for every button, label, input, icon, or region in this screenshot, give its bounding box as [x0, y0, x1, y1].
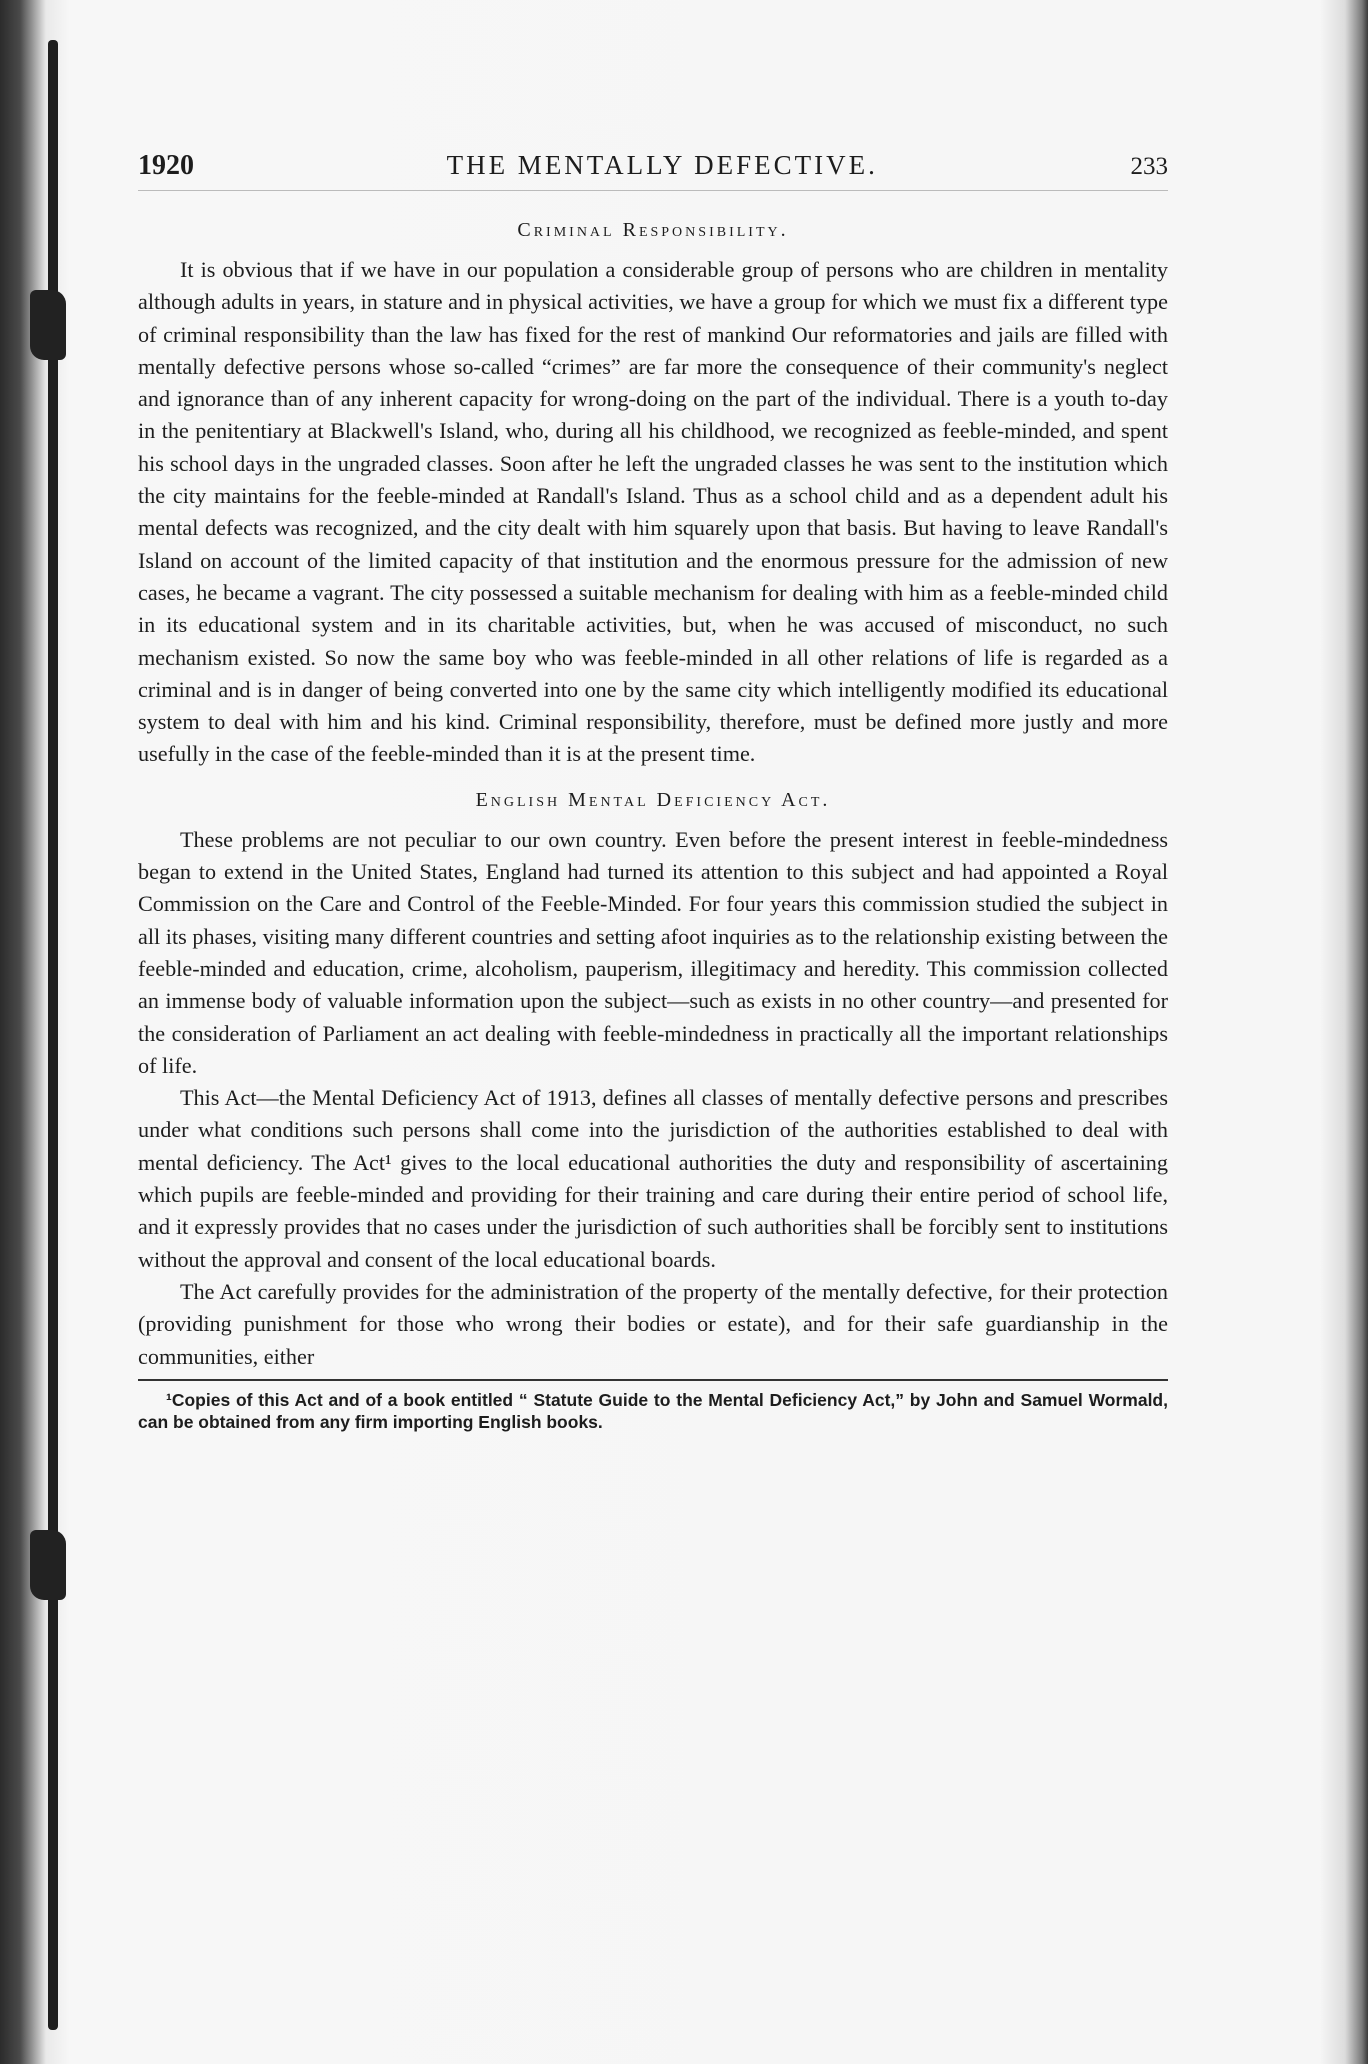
- section-heading-english-mental-deficiency-act: English Mental Deficiency Act.: [475, 788, 831, 811]
- paragraph: It is obvious that if we have in our population a considerable group of persons who are children in mentality although adults in years, in stature and in physical activities, we have a group for which we must fix a different type of criminal responsibility than the law has fixed for the rest of mankind Our reformatories and jails are filled with mentally defective persons whose so-called “crimes” are far more the consequence of their community's neglect and ignorance than of any inherent capacity for wrong-doing on the part of the individual. There is a youth to-day in the penitentiary at Blackwell's Island, who, during all his childhood, we recognized as feeble-minded, and spent his school days in the ungraded classes. Soon after he left the ungraded classes he was sent to the institution which the city maintains for the feeble-minded at Randall's Island. Thus as a school child and as a dependent adult his mental defects was recognized, and the city dealt with him squarely upon that basis. But having to leave Randall's Island on account of the limited capacity of that institution and the enormous pressure for the admission of new cases, he became a vagrant. The city possessed a suitable mechanism for dealing with him as a feeble-minded child in its educational system and in its charitable activities, but, when he was accused of misconduct, no such mechanism existed. So now the same boy who was feeble-minded in all other relations of life is regarded as a criminal and is in danger of being converted into one by the same city which intelligently modified its educational system to deal with him and his kind. Criminal responsibility, therefore, must be defined more justly and more usefully in the case of the feeble-minded than it is at the present time.: [138, 257, 1168, 767]
- paragraph: The Act carefully provides for the administration of the property of the mentally defective, for their protection (providing punishment for those who wrong their bodies or estate), and for their safe guardianship in the communities, either: [138, 1278, 1168, 1369]
- header-year: 1920: [138, 150, 194, 181]
- paragraph: This Act—the Mental Deficiency Act of 1913, defines all classes of mentally defective persons and prescribes under what conditions such persons shall come into the jurisdiction of the authorities established to deal with mental deficiency. The Act¹ gives to the local educational authorities the duty and responsibility of ascertaining which pupils are feeble-minded and providing for their training and care during their entire period of school life, and it expressly provides that no cases under the jurisdiction of such authorities shall be forcibly sent to institutions without the approval and consent of the local educational boards.: [138, 1085, 1168, 1272]
- binding-tab-top: [30, 290, 66, 360]
- paragraph: These problems are not peculiar to our own country. Even before the present interest in feeble-mindedness began to extend in the United States, England had turned its attention to this subject and had appointed a Royal Commission on the Care and Control of the Feeble-Minded. For four years this commission studied the subject in all its phases, visiting many different countries and setting afoot inquiries as to the relationship existing between the feeble-minded and education, crime, alcoholism, pauperism, illegitimacy and heredity. This commission collected an immense body of valuable information upon the subject—such as exists in no other country—and presented for the consideration of Parliament an act dealing with feeble-mindedness in practically all the important relationships of life.: [138, 826, 1168, 1078]
- footnote-rule: [138, 1379, 1168, 1381]
- page-content: [138, 150, 1168, 1434]
- footnote: ¹Copies of this Act and of a book entitled “ Statute Guide to the Mental Deficiency Act,” by John and Samuel Wormald, can be obtained from any firm importing English books.: [138, 1389, 1168, 1433]
- binding-tab-bottom: [30, 1530, 66, 1600]
- header-title: THE MENTALLY DEFECTIVE.: [446, 150, 878, 180]
- section-heading-criminal-responsibility: Criminal Responsibility.: [517, 219, 789, 241]
- page-number: 233: [1130, 153, 1168, 180]
- running-head: [138, 150, 1168, 191]
